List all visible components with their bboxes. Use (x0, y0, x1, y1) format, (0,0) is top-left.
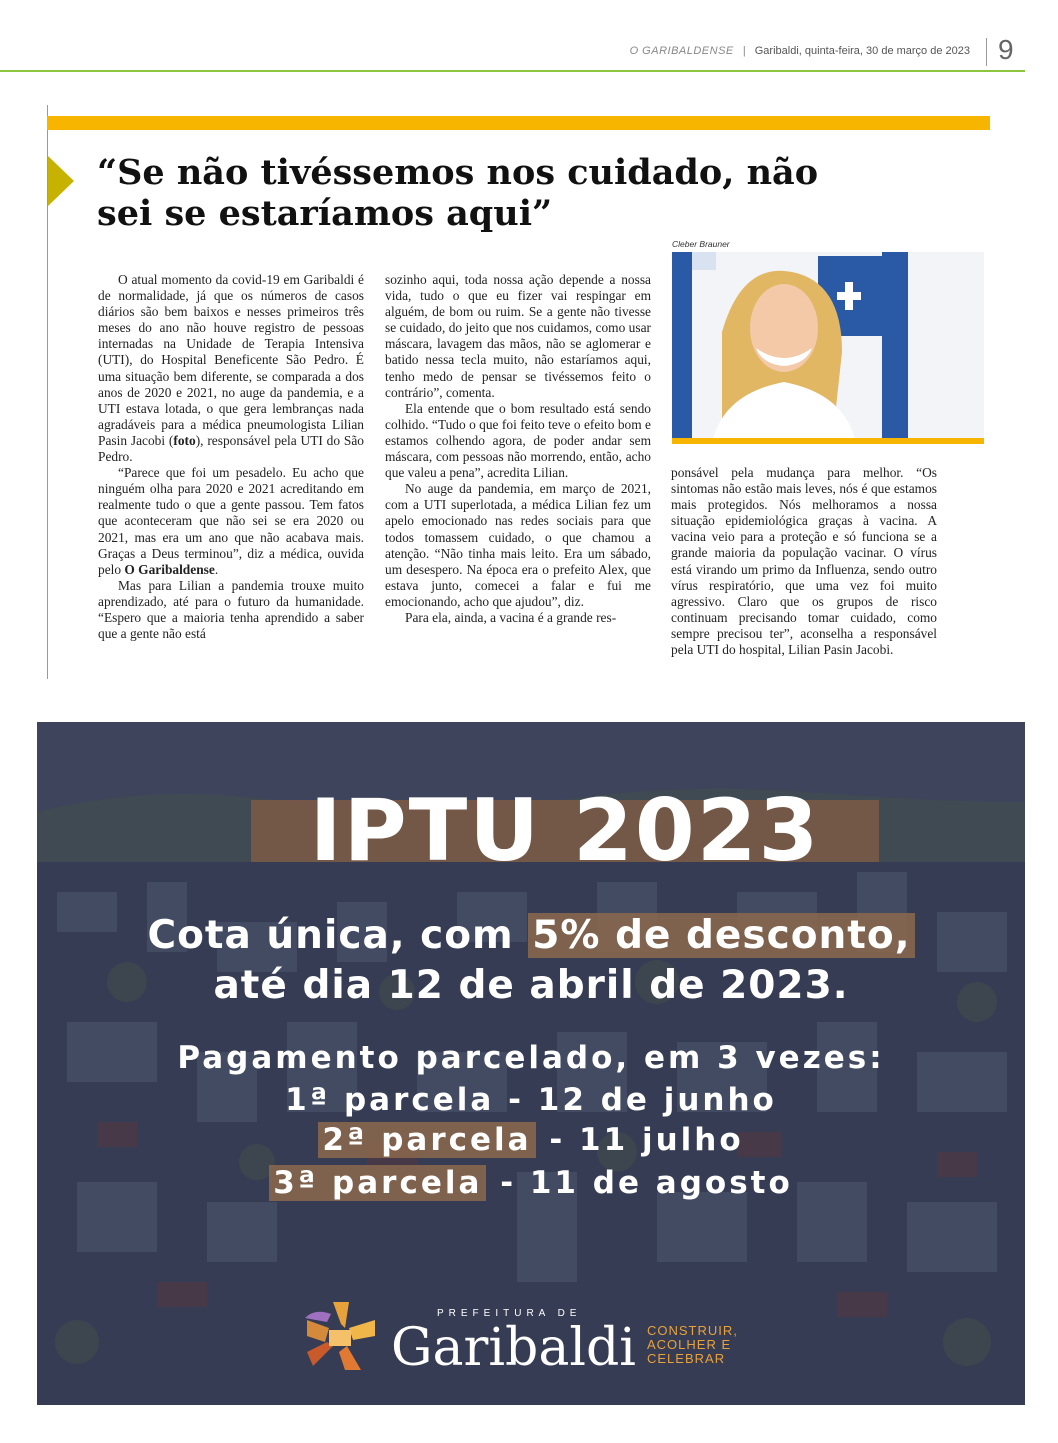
text-run: - 11 julho (535, 1122, 744, 1158)
article-column-3 (671, 465, 937, 658)
photo-credit: Cleber Brauner (672, 239, 730, 249)
text-run: Cota única, com (147, 913, 529, 958)
headline-line-2: sei se estaríamos aqui” (97, 193, 553, 234)
page-number-divider (986, 38, 987, 66)
logo-tagline (647, 1324, 738, 1366)
doctor-photo (672, 252, 990, 444)
logo-name: Garibaldi (391, 1318, 636, 1378)
article-column-1 (98, 272, 364, 642)
article-accent-bar (47, 116, 990, 130)
article-column-2 (385, 272, 651, 626)
text-run: . (214, 561, 219, 577)
ad-line-installments: Pagamento parcelado, em 3 vezes: (177, 1040, 885, 1076)
iptu-advertisement (37, 722, 1025, 1405)
page-number: 9 (998, 34, 1014, 65)
header-dateline-row (630, 45, 970, 57)
text-run: - 11 de agosto (486, 1165, 793, 1201)
ad-line-deadline: até dia 12 de abril de 2023. (213, 963, 849, 1008)
header-separator: | (742, 45, 746, 57)
article-headline (97, 152, 897, 234)
paragraph (98, 272, 364, 465)
tagline-line: ACOLHER E (647, 1337, 732, 1352)
text-run: O atual momento da covid-19 em Garibaldi é de normalidade, já que os números de casos diários são bem baixos e nesses primeiros três meses do ano não houve registro de pessoas internadas na Unidade de Terapia Intensiva (UTI), do Hospital Beneficente São Pedro. É uma situação bem diferente, se comparada a dos anos de 2020 e 2021, no auge da pandemia, e a UTI estava lotada, o que gera lembranças nada agradáveis para a médica pneumologista Lilian Pasin Jacobi ( (98, 272, 364, 448)
text-run: ), responsável pela UTI do São Pedro. (98, 432, 364, 465)
publication-name: O GARIBALDENSE (629, 45, 734, 57)
ad-title-text: IPTU 2023 (309, 781, 821, 881)
tagline-line: CELEBRAR (647, 1351, 726, 1366)
ad-line-installment-2 (37, 1120, 1025, 1160)
garibaldi-logo-icon (305, 1300, 377, 1376)
text-run: “Parece que foi um pesadelo. Eu acho que ninguém olha para 2020 e 2021 acreditando em realmente tudo o que a gente passou. Tem fatos que aconteceram que não sei se era 2020 ou 2021, mas era um ano que não acabava mais. Graças a Deus terminou”, diz a médica, ouvida pelo (98, 465, 364, 577)
paragraph: Ela entende que o bom resultado está sendo colhido. “Tudo o que foi feito teve o efeito bom e estamos colhendo agora, de poder andar sem máscara, com pessoas não morrendo, então, acho que valeu a pena”, acredita Lilian. (385, 400, 651, 481)
paragraph: Para ela, ainda, a vacina é a grande res- (405, 609, 617, 625)
text-run-bold: O Garibaldense (124, 561, 215, 577)
paragraph: Mas para Lilian a pandemia trouxe muito aprendizado, até para o futuro da humanidade. “Espero que a maioria tenha aprendido a saber que a gente não está (98, 577, 364, 642)
paragraph: sozinho aqui, toda nossa ação depende a nossa vida, tudo o que eu fizer vai respingar em alguém, de bom ou ruim. Se a gente não tivesse se cuidado, do jeito que nos cuidamos, como usar máscara, lavagem das mãos, não se aglomerar e batido nessa tecla muito, não estaríamos aqui, tenho medo de pensar se tivéssemos feito o contrário”, comenta. (385, 272, 651, 400)
installment-highlight: 3ª parcela (269, 1165, 486, 1201)
ad-line-installment-3 (37, 1163, 1025, 1203)
ad-line-single-payment (37, 912, 1025, 960)
page-header (0, 0, 1058, 72)
tagline-line: CONSTRUIR, (647, 1323, 738, 1338)
installment-highlight: 2ª parcela (318, 1122, 535, 1158)
ad-title (251, 781, 879, 881)
ad-line-installment-1: 1ª parcela - 12 de junho (285, 1082, 777, 1118)
paragraph: No auge da pandemia, em março de 2021, com a UTI superlotada, a médica Lilian fez um apelo emocionado nas redes sociais para que todos tomassem cuidado, o que chamou a atenção. “Não tinha mais leito. Era um sábado, um desespero. Na época era o prefeito Alex, que estava junto, comecei a falar e fui me emocionando, acho que ajudou”, diz. (385, 481, 651, 609)
header-rule (0, 70, 1025, 72)
text-run-bold: foto (173, 432, 196, 448)
paragraph (98, 465, 364, 578)
discount-highlight: 5% de desconto, (528, 913, 914, 958)
logo-prefix: PREFEITURA DE (437, 1308, 582, 1319)
headline-line-1: “Se não tivéssemos nos cuidado, não (97, 152, 819, 193)
headline-triangle-icon (48, 156, 74, 206)
paragraph: ponsável pela mudança para melhor. “Os sintomas não estão mais leves, nós é que estamos mais protegidos. Nós melhoramos a nossa situação epidemiológica graças à vacina. A vacina veio para a proteção e só funciona se a grande maioria da população vacinar. O vírus está virando um primo da Influenza, sendo outro vírus respiratório, que uma vez foi muito agressivo. Claro que os grupos de risco continuam precisando tomar cuidado, como sempre precisou ter”, aconselha a responsável pela UTI do hospital, Lilian Pasin Jacobi. (671, 465, 937, 658)
dateline: Garibaldi, quinta-feira, 30 de março de 2023 (754, 45, 970, 57)
